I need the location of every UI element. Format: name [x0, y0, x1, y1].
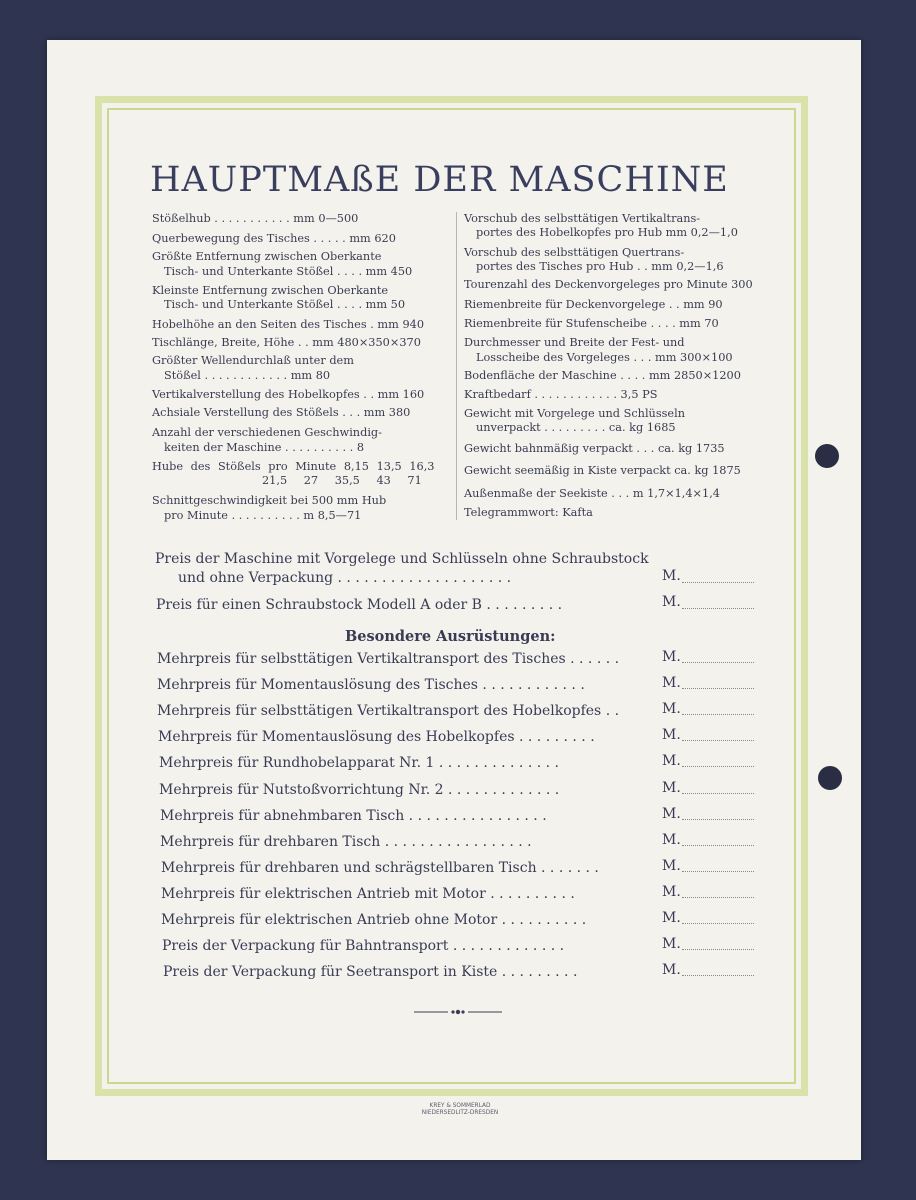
price-fill-in-line: [682, 793, 754, 794]
currency-label: M.: [662, 701, 681, 717]
extra-price-line: Mehrpreis für Rundhobelapparat Nr. 1 . . . . . . . . . . . . . .: [159, 755, 559, 771]
price-fill-in-line: [682, 975, 754, 976]
currency-label: M.: [662, 594, 681, 610]
currency-label: M.: [662, 649, 681, 665]
price-fill-in-line: [682, 582, 754, 583]
spec-line: Schnittgeschwindigkeit bei 500 mm Hub: [152, 494, 387, 507]
imprint-line: KREY & SOMMERLAD: [429, 1103, 491, 1109]
spec-line: Größte Entfernung zwischen Oberkante: [152, 250, 382, 263]
price-fill-in-line: [682, 662, 754, 663]
spec-line: pro Minute . . . . . . . . . . m 8,5—71: [164, 509, 362, 522]
extra-price-line: Mehrpreis für elektrischen Antrieb ohne Motor . . . . . . . . . .: [161, 912, 587, 928]
currency-label: M.: [662, 936, 681, 952]
spec-line: Stößel . . . . . . . . . . . . mm 80: [164, 369, 331, 382]
spec-line: Gewicht bahnmäßig verpackt . . . ca. kg 1735: [464, 442, 725, 455]
page-title: HAUPTMAßE DER MASCHINE: [150, 160, 729, 200]
spec-line: 21,5 27 35,5 43 71: [262, 474, 422, 487]
spec-line: Gewicht mit Vorgelege und Schlüsseln: [464, 407, 686, 420]
price-line-vise: Preis für einen Schraubstock Modell A oder B . . . . . . . . .: [156, 597, 563, 613]
price-fill-in-line: [682, 897, 754, 898]
ornament-divider: [412, 1006, 504, 1018]
price-fill-in-line: [682, 740, 754, 741]
specs-right-column: [464, 212, 764, 522]
currency-label: M.: [662, 675, 681, 691]
price-fill-in-line: [682, 819, 754, 820]
price-fill-in-line: [682, 766, 754, 767]
spec-line: Tisch- und Unterkante Stößel . . . . mm 450: [164, 265, 413, 278]
spec-line: portes des Hobelkopfes pro Hub mm 0,2—1,0: [476, 226, 738, 239]
spec-line: Hobelhöhe an den Seiten des Tisches . mm 940: [152, 318, 425, 331]
spec-line: Vorschub des selbsttätigen Vertikaltrans-: [464, 212, 701, 225]
extra-price-line: Mehrpreis für selbsttätigen Vertikaltransport des Hobelkopfes . .: [157, 703, 620, 719]
price-fill-in-line: [682, 949, 754, 950]
spec-line: keiten der Maschine . . . . . . . . . . 8: [164, 441, 365, 454]
spec-line: Gewicht seemäßig in Kiste verpackt ca. kg 1875: [464, 464, 741, 477]
spec-line: Riemenbreite für Deckenvorgelege . . mm 90: [464, 298, 723, 311]
spec-line: Hube des Stößels pro Minute 8,15 13,5 16,3: [152, 460, 435, 473]
spec-line: Bodenfläche der Maschine . . . . mm 2850×1200: [464, 369, 741, 382]
currency-label: M.: [662, 884, 681, 900]
currency-label: M.: [662, 753, 681, 769]
spec-line: Größter Wellendurchlaß unter dem: [152, 354, 354, 367]
price-fill-in-line: [682, 688, 754, 689]
price-line-machine-cont: und ohne Verpackung . . . . . . . . . . . . . . . . . . . .: [178, 570, 512, 586]
currency-label: M.: [662, 568, 681, 584]
spec-line: Vertikalverstellung des Hobelkopfes . . mm 160: [152, 388, 425, 401]
price-line-machine: Preis der Maschine mit Vorgelege und Schlüsseln ohne Schraubstock: [155, 551, 649, 567]
extra-price-line: Preis der Verpackung für Seetransport in Kiste . . . . . . . . .: [163, 964, 578, 980]
section-heading: Besondere Ausrüstungen:: [345, 628, 556, 645]
spec-line: Kleinste Entfernung zwischen Oberkante: [152, 284, 389, 297]
specs-left-column: [152, 212, 448, 522]
spec-line: Kraftbedarf . . . . . . . . . . . . 3,5 PS: [464, 388, 658, 401]
price-fill-in-line: [682, 871, 754, 872]
spec-line: unverpackt . . . . . . . . . ca. kg 1685: [476, 421, 676, 434]
price-fill-in-line: [682, 714, 754, 715]
printer-imprint: [380, 1103, 540, 1117]
price-fill-in-line: [682, 845, 754, 846]
extra-price-line: Mehrpreis für elektrischen Antrieb mit Motor . . . . . . . . . .: [161, 886, 575, 902]
spec-line: portes des Tisches pro Hub . . mm 0,2—1,6: [476, 260, 724, 273]
currency-label: M.: [662, 962, 681, 978]
punch-hole-top: [815, 444, 839, 468]
price-fill-in-line: [682, 923, 754, 924]
spec-line: Riemenbreite für Stufenscheibe . . . . mm 70: [464, 317, 719, 330]
extra-price-line: Preis der Verpackung für Bahntransport . . . . . . . . . . . . .: [162, 938, 565, 954]
extra-price-line: Mehrpreis für Momentauslösung des Hobelkopfes . . . . . . . . .: [158, 729, 595, 745]
currency-label: M.: [662, 806, 681, 822]
punch-hole-bottom: [818, 766, 842, 790]
currency-label: M.: [662, 858, 681, 874]
spec-line: Tisch- und Unterkante Stößel . . . . mm 50: [164, 298, 406, 311]
spec-line: Tischlänge, Breite, Höhe . . mm 480×350×370: [152, 336, 421, 349]
currency-label: M.: [662, 780, 681, 796]
extra-price-line: Mehrpreis für abnehmbaren Tisch . . . . . . . . . . . . . . . .: [160, 808, 547, 824]
imprint-line: NIEDERSEDLITZ-DRESDEN: [421, 1110, 499, 1116]
spec-line: Losscheibe des Vorgeleges . . . mm 300×100: [476, 351, 733, 364]
spec-line: Außenmaße der Seekiste . . . m 1,7×1,4×1,4: [464, 487, 720, 500]
spec-line: Vorschub des selbsttätigen Quertrans-: [464, 246, 685, 259]
extra-price-line: Mehrpreis für selbsttätigen Vertikaltransport des Tisches . . . . . .: [157, 651, 620, 667]
price-fill-in-line: [682, 608, 754, 609]
currency-label: M.: [662, 727, 681, 743]
currency-label: M.: [662, 910, 681, 926]
spec-line: Achsiale Verstellung des Stößels . . . mm 380: [152, 406, 411, 419]
extra-price-line: Mehrpreis für drehbaren und schrägstellbaren Tisch . . . . . . .: [161, 860, 599, 876]
extra-price-line: Mehrpreis für Momentauslösung des Tisches . . . . . . . . . . . .: [157, 677, 585, 693]
spec-line: Stößelhub . . . . . . . . . . . mm 0—500: [152, 212, 359, 225]
spec-line: Telegrammwort: Kafta: [464, 506, 593, 519]
column-divider: [456, 212, 457, 520]
extra-price-line: Mehrpreis für Nutstoßvorrichtung Nr. 2 . . . . . . . . . . . . .: [159, 782, 560, 798]
spec-line: Querbewegung des Tisches . . . . . mm 620: [152, 232, 396, 245]
spec-line: Anzahl der verschiedenen Geschwindig-: [152, 426, 382, 439]
extra-price-line: Mehrpreis für drehbaren Tisch . . . . . . . . . . . . . . . . .: [160, 834, 532, 850]
spec-line: Durchmesser und Breite der Fest- und: [464, 336, 685, 349]
currency-label: M.: [662, 832, 681, 848]
spec-line: Tourenzahl des Deckenvorgeleges pro Minute 300: [464, 278, 753, 291]
